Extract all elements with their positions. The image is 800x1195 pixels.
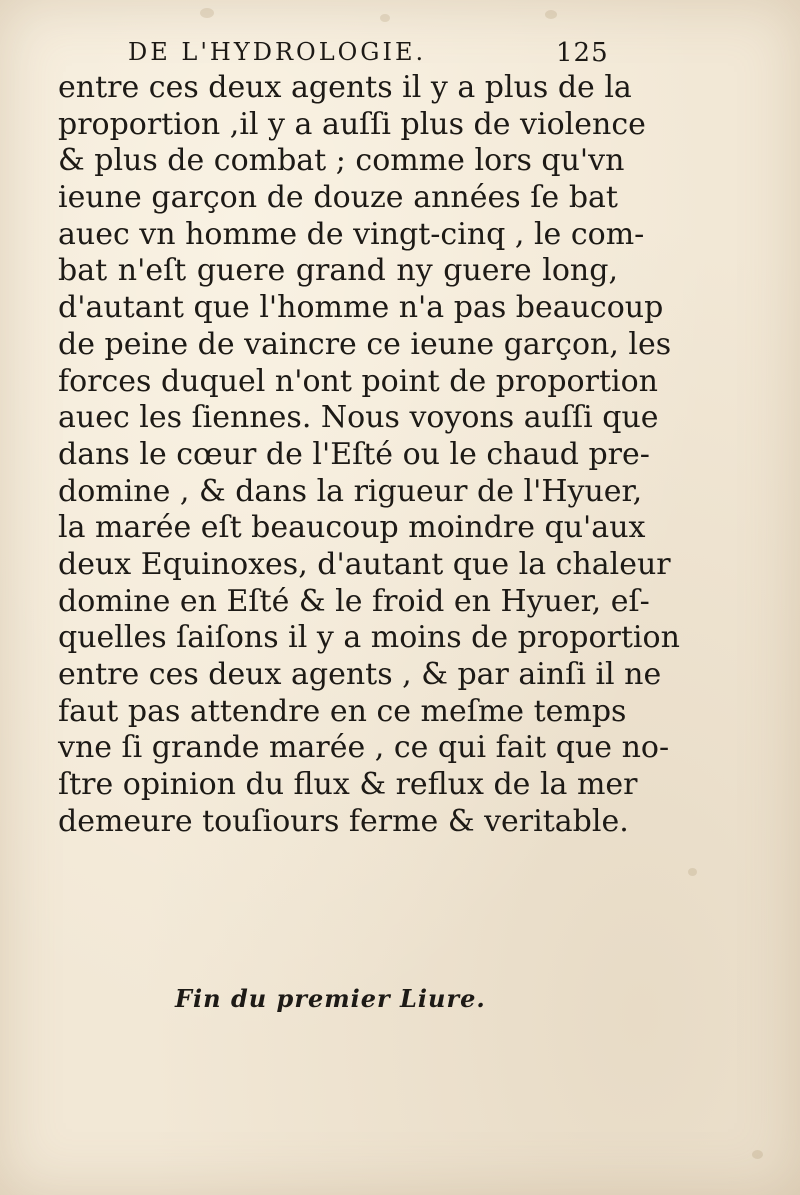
running-title: DE L'HYDROLOGIE. — [128, 38, 427, 66]
text-line: auec vn homme de vingt-cinq , le com- — [58, 216, 645, 252]
text-line: forces duquel n'ont point de proportion — [58, 363, 658, 399]
text-line: entre ces deux agents il y a plus de la — [58, 70, 632, 105]
text-line: ieune garçon de douze années ſe bat — [58, 180, 618, 216]
foxing-spot — [545, 10, 557, 19]
text-line: domine en Eſté & le froid en Hyuer, eſ- — [58, 583, 650, 619]
closing-note: Fin du premier Liure. — [175, 984, 486, 1013]
text-line: auec les ſiennes. Nous voyons auſſi que — [58, 400, 659, 436]
foxing-spot — [380, 14, 390, 22]
running-header — [128, 38, 608, 74]
text-line: la marée eſt beaucoup moindre qu'aux — [58, 510, 646, 546]
text-line: dans le cœur de l'Eſté ou le chaud pre- — [58, 436, 650, 472]
text-line: d'autant que l'homme n'a pas beaucoup — [58, 290, 664, 326]
foxing-spot — [200, 8, 214, 18]
text-line: proportion ,il y a auſſi plus de violence — [58, 106, 646, 142]
foxing-spot — [688, 868, 697, 876]
text-line: de peine de vaincre ce ieune garçon, les — [58, 326, 672, 362]
body-text — [58, 70, 680, 840]
text-line: ſtre opinion du flux & reflux de la mer — [58, 767, 638, 803]
text-line: deux Equinoxes, d'autant que la chaleur — [58, 546, 671, 582]
text-line: domine , & dans la rigueur de l'Hyuer, — [58, 473, 643, 509]
text-line: vne ſi grande marée , ce qui fait que no- — [58, 730, 670, 766]
text-line: demeure touſiours ferme & veritable. — [58, 803, 629, 839]
page-number: 125 — [556, 38, 609, 68]
text-line: entre ces deux agents , & par ainſi il ne — [58, 657, 662, 692]
text-line: quelles ſaiſons il y a moins de proportion — [58, 620, 680, 656]
text-line: faut pas attendre en ce meſme temps — [58, 693, 627, 729]
text-line: & plus de combat ; comme lors qu'vn — [58, 143, 625, 179]
text-line: bat n'eſt guere grand ny guere long, — [58, 253, 618, 289]
foxing-spot — [752, 1150, 763, 1159]
